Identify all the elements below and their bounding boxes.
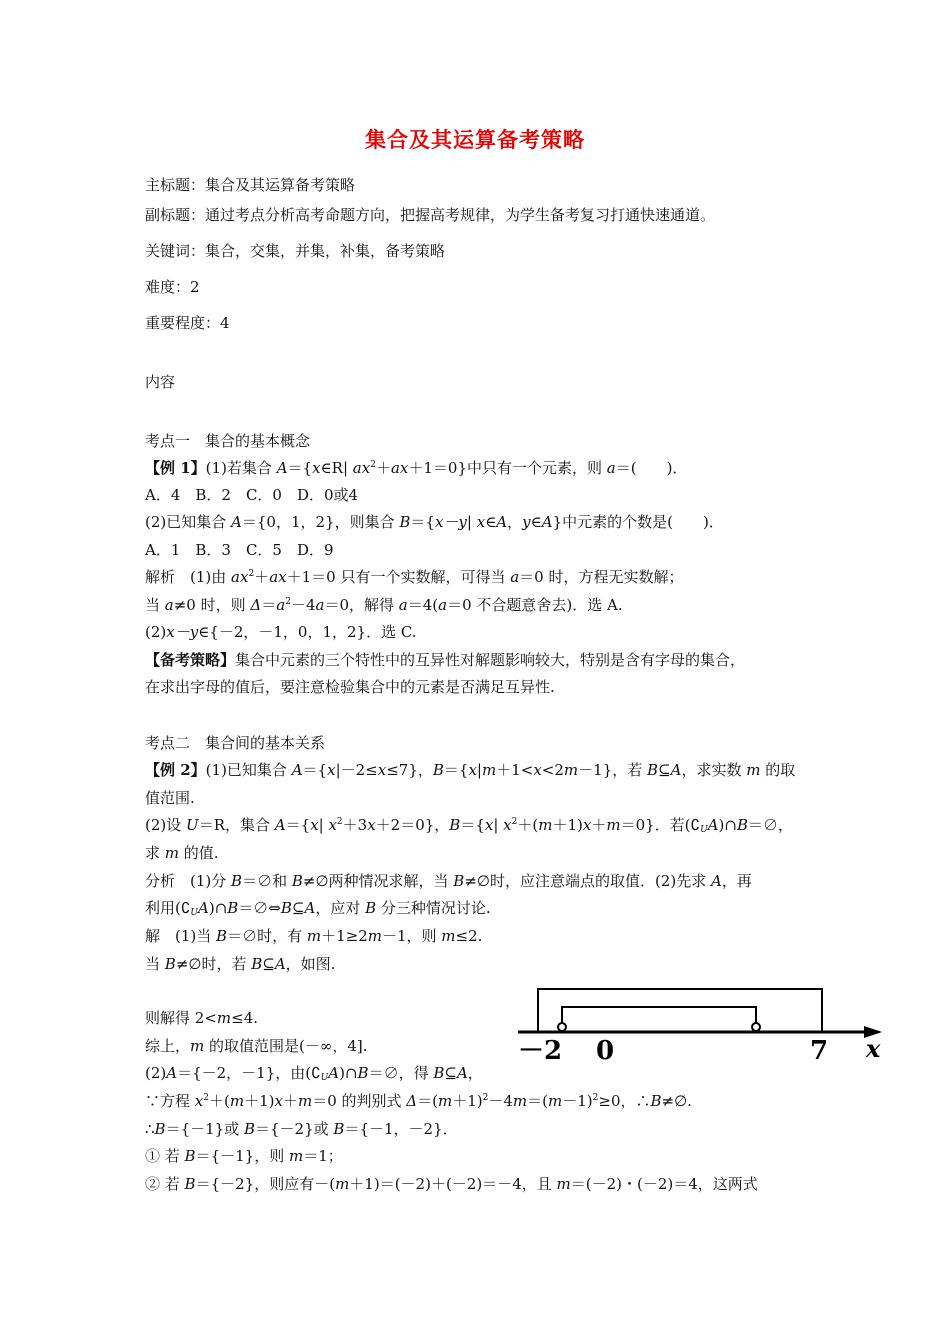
section-2-heading: 考点二 集合间的基本关系	[145, 734, 326, 752]
solution-2-line-8: ① 若 B＝{－1}，则 m＝1；	[145, 1147, 343, 1165]
content-label: 内容	[145, 373, 176, 391]
analysis-line-2: 利用$(∁_UA)\cap B=\emptyset\Leftrightarrow B⊆A$，应对 B 分三种情况讨论.	[145, 899, 491, 918]
strategy-line-1: 【备考策略】集合中元素的三个特性中的互异性对解题影响较大，特别是含有字母的集合，	[145, 651, 746, 669]
tick-label-neg2: －2	[518, 1036, 563, 1065]
open-endpoint-right	[752, 1023, 760, 1031]
strategy-line-2: 在求出字母的值后，要注意检验集合中的元素是否满足互异性.	[145, 678, 555, 696]
example-2-question-2b: 求 m 的值.	[145, 844, 219, 862]
example-2-question-1a: 【例 2】(1)已知集合 A＝{x|－2≤x≤7}，B＝{x|m＋1<x<2m－1}，若 B⊆A，求实数 m 的取	[145, 761, 796, 779]
solution-2-line-2: 当 B≠∅时，若 B⊆A，如图.	[145, 955, 336, 973]
main-title-line: 主标题：集合及其运算备考策略	[145, 176, 356, 194]
difficulty-line: 难度：2	[145, 278, 200, 296]
example-1-question-2: (2)已知集合 A＝{0，1，2}，则集合 B＝{x－y| x∈A，y∈A}中元素的个数是( )．	[145, 513, 724, 531]
set-b-bracket	[562, 1007, 756, 1027]
set-a-bracket	[538, 989, 822, 1032]
document-title: 集合及其运算备考策略	[365, 128, 585, 152]
example-1-question-1: 【例 1】(1)若集合 A＝{x∈R| $ax^2+ax+1=0$}中只有一个元素，则 a＝( )．	[145, 459, 688, 477]
importance-line: 重要程度：4	[145, 314, 230, 332]
example-1-options-2: A．1 B．3 C．5 D．9	[145, 541, 334, 559]
solution-2-line-7: ∴B＝{－1}或 B＝{－2}或 B＝{－1，－2}．	[145, 1120, 458, 1138]
solution-1-line-1: 解析 (1)由 $ax^2+ax+1=0$ 只有一个实数解，可得当 a＝0 时，方程无实数解；	[145, 568, 684, 586]
solution-1-line-3: (2)x－y∈{－2，－1，0，1，2}．选 C.	[145, 623, 417, 641]
solution-2-line-5: (2)A＝{－2，－1}，由$(∁_UA)\cap B=\emptyset$，得 B⊆A，	[145, 1064, 483, 1083]
example-1-options-1: A．4 B．2 C．0 D．0或4	[145, 486, 359, 504]
example-2-question-1b: 值范围.	[145, 789, 195, 807]
section-1-heading: 考点一 集合的基本概念	[145, 432, 311, 450]
tick-label-0: 0	[596, 1036, 615, 1065]
subtitle-line: 副标题：通过考点分析高考命题方向，把握高考规律，为学生备考复习打通快速通道。	[145, 206, 716, 224]
axis-label-x: x	[866, 1034, 881, 1063]
keywords-line: 关键词：集合，交集，并集，补集，备考策略	[145, 242, 446, 260]
analysis-line-1: 分析 (1)分 B＝∅和 B≠∅两种情况求解，当 B≠∅时，应注意端点的取值．(2)先求 A，再	[145, 872, 752, 890]
solution-2-line-4: 综上，m 的取值范围是(－∞，4].	[145, 1037, 368, 1055]
solution-1-line-2: 当 a≠0 时，则 $\Delta=a^2-4a=0$，解得 a＝4(a＝0 不合题意舍去)．选 A.	[145, 596, 623, 614]
example-2-question-2a: (2)设 U＝R，集合 A＝{x| $x^2+3x+2=0$}，B＝{x| $x^2+(m+1)x+m=0$}．若$(∁_UA)\cap B=\emptyset$，	[145, 816, 793, 835]
open-endpoint-left	[558, 1023, 566, 1031]
solution-2-line-1: 解 (1)当 B＝∅时，有 m＋1≥2m－1，则 m≤2.	[145, 927, 483, 945]
solution-2-line-6: ∵方程 $x^2+(m+1)x+m=0$ 的判别式 $\Delta=(m+1)^2-4m=(m-1)^2\ge 0$，∴B≠∅.	[145, 1092, 692, 1110]
solution-2-line-3: 则解得 2<m≤4.	[145, 1009, 259, 1027]
solution-2-line-9: ② 若 B＝{－2}，则应有－(m＋1)＝(－2)＋(－2)＝－4，且 m＝(－2)・(－2)＝4，这两式	[145, 1175, 758, 1193]
number-line-figure	[510, 985, 890, 1065]
tick-label-7: 7	[810, 1036, 829, 1065]
